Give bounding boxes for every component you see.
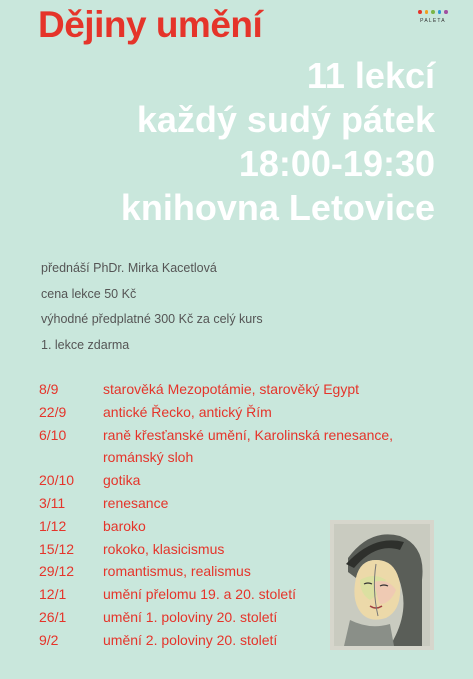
schedule-topic: umění 2. poloviny 20. století — [103, 631, 278, 648]
frequency: každý sudý pátek — [136, 99, 435, 140]
schedule-date: 20/10 — [39, 472, 75, 489]
schedule-row — [39, 401, 449, 424]
schedule-topic: starověká Mezopotámie, starověký Egypt — [103, 381, 360, 397]
venue: knihovna Letovice — [120, 187, 435, 228]
schedule-date: 15/12 — [39, 540, 75, 557]
schedule-date: 29/12 — [39, 563, 75, 580]
lesson-price: cena lekce 50 Kč — [41, 286, 137, 301]
free-lesson: 1. lekce zdarma — [41, 337, 130, 352]
page-title: Dějiny umění — [38, 4, 263, 45]
subscription-price: výhodné předplatné 300 Kč za celý kurs — [41, 312, 263, 326]
logo-dot — [425, 10, 429, 14]
logo-dot — [438, 10, 442, 14]
logo-dot — [418, 10, 422, 14]
schedule-date: 8/9 — [39, 381, 59, 397]
schedule-row — [39, 492, 449, 515]
logo-dot — [444, 10, 448, 14]
schedule-date: 22/9 — [39, 403, 67, 420]
lesson-count: 11 lekcí — [306, 55, 435, 96]
paleta-logo — [418, 10, 448, 24]
schedule-row — [39, 469, 449, 492]
schedule-topic: umění přelomu 19. a 20. století — [103, 586, 296, 603]
schedule-date: 3/11 — [39, 494, 66, 511]
course-header — [121, 54, 435, 230]
schedule-date: 1/12 — [39, 517, 67, 534]
logo-dot — [431, 10, 435, 14]
schedule-topic: rokoko, klasicismus — [103, 540, 225, 557]
schedule-topic: renesance — [103, 494, 169, 511]
portrait-painting-icon — [330, 520, 434, 650]
schedule-date: 26/1 — [39, 608, 67, 625]
schedule-topic: antické Řecko, antický Řím — [103, 403, 272, 420]
schedule-topic: umění 1. poloviny 20. století — [103, 608, 278, 625]
schedule-date: 6/10 — [39, 426, 67, 443]
schedule-date: 12/1 — [39, 586, 67, 603]
lecturer: přednáší PhDr. Mirka Kacetlová — [41, 261, 217, 275]
schedule-topic: raně křesťanské umění, Karolinská renesance, románský sloh — [103, 426, 394, 466]
schedule-date: 9/2 — [39, 631, 59, 648]
time: 18:00-19:30 — [238, 143, 435, 184]
course-info — [41, 256, 263, 358]
schedule-topic: romantismus, realismus — [103, 563, 251, 580]
schedule-row — [39, 378, 449, 401]
schedule-row — [39, 424, 449, 470]
logo-dots-icon — [418, 10, 448, 14]
schedule-topic: baroko — [103, 517, 146, 534]
schedule-topic: gotika — [103, 472, 141, 489]
logo-text: PALETA — [420, 18, 446, 24]
